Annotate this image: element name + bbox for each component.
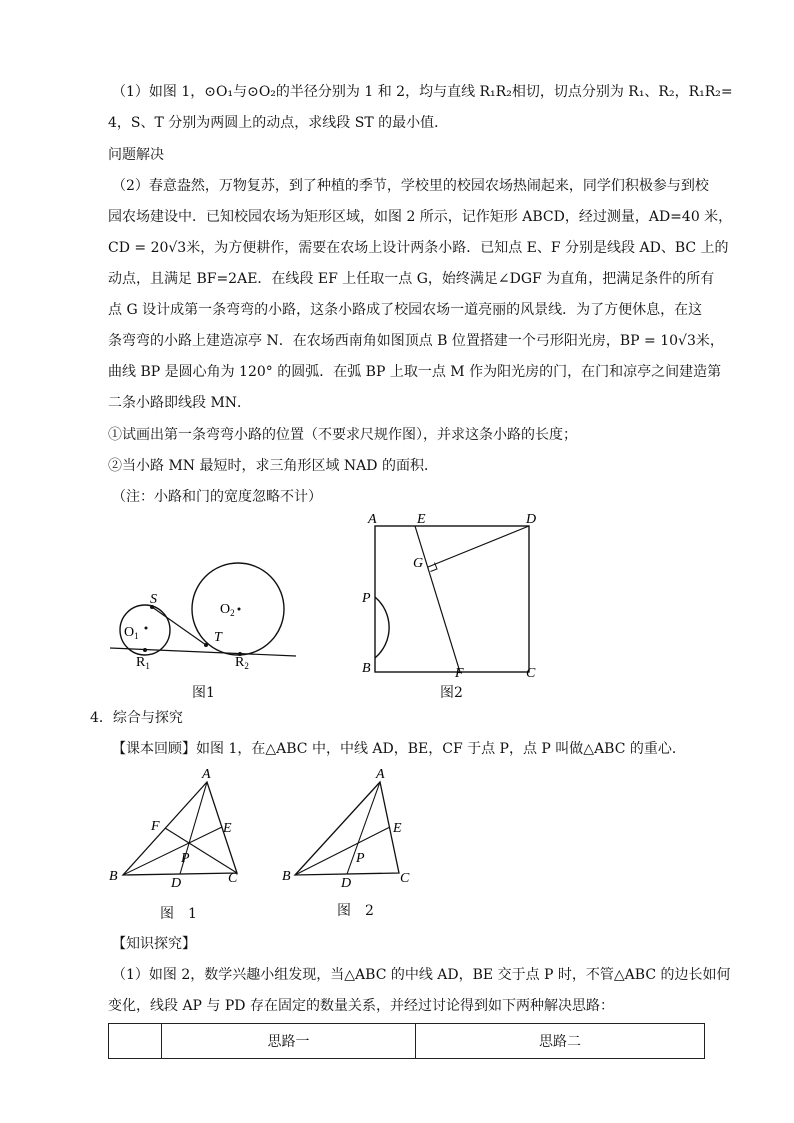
p2-line5: 点 G 设计成第一条弯弯的小路，这条小路成了校园农场一道亮丽的风景线．为了方便休息，在这 xyxy=(108,302,703,318)
table-header-idea-1: 思路一 xyxy=(162,1024,416,1059)
p2-line1: （2）春意盎然，万物复苏，到了种植的季节，学校里的校园农场热闹起来，同学们积极参与到校 xyxy=(112,178,709,194)
section-title: 问题解决 xyxy=(108,147,164,163)
p2-line8: 二条小路即线段 MN． xyxy=(108,395,252,411)
p1-line2: 4，S、T 分别为两圆上的动点，求线段 ST 的最小值． xyxy=(108,115,449,131)
figure-2-caption: 图2 xyxy=(440,685,463,701)
label-f: F xyxy=(455,666,464,681)
label-c: C xyxy=(526,666,536,681)
label-r2: $R_2$ xyxy=(235,655,249,671)
review-text: 【课本回顾】如图 1，在△ABC 中，中线 AD，BE，CF 于点 P，点 P 叫做△ABC 的重心． xyxy=(112,741,686,757)
label-p: P xyxy=(362,591,371,606)
question-2: ②当小路 MN 最短时，求三角形区域 NAD 的面积． xyxy=(108,458,438,474)
label-e: E xyxy=(223,821,232,836)
label-e: E xyxy=(393,821,402,836)
label-s: S xyxy=(150,592,157,607)
label-d: D xyxy=(171,876,182,890)
label-e: E xyxy=(417,512,426,527)
label-a: A xyxy=(368,512,377,527)
question-1: ①试画出第一条弯弯小路的位置（不要求尺规作图），并求这条小路的长度； xyxy=(108,427,577,443)
label-o2: $O_2$ xyxy=(220,602,235,618)
p2-line6: 条弯弯的小路上建造凉亭 N．在农场西南角如图顶点 B 位置搭建一个弓形阳光房，BP = 10√3米， xyxy=(108,333,724,349)
note: （注：小路和门的宽度忽略不计） xyxy=(112,489,322,505)
label-f: F xyxy=(151,819,160,834)
p2-line7: 曲线 BP 是圆心角为 120° 的圆弧．在弧 BP 上取一点 M 作为阳光房的门，在门和凉亭之间建造第 xyxy=(108,364,722,380)
p2-line2: 园农场建设中．已知校园农场为矩形区域，如图 2 所示，记作矩形 ABCD，经过测量，AD=40 米， xyxy=(108,209,733,225)
label-g: G xyxy=(413,556,424,571)
p2-line4: 动点，且满足 BF=2AE．在线段 EF 上任取一点 G，始终满足∠DGF 为直角，把满足条件的所有 xyxy=(108,271,715,287)
figure-triangle-1 xyxy=(105,765,250,890)
k1-line2: 变化，线段 AP 与 PD 存在固定的数量关系，并经过讨论得到如下两种解决思路： xyxy=(108,998,614,1014)
explore-heading: 【知识探究】 xyxy=(112,936,196,952)
label-a: A xyxy=(376,767,385,782)
figure-triangle-1-caption: 图 1 xyxy=(160,906,197,922)
p1-line1: （1）如图 1，⊙O₁与⊙O₂的半径分别为 1 和 2，均与直线 R₁R₂相切，切点分别为 R₁、R₂，R₁R₂= xyxy=(112,84,733,100)
label-d: D xyxy=(526,512,537,527)
figure-1-caption: 图1 xyxy=(192,685,215,701)
problem-4-heading: 4．综合与探究 xyxy=(90,710,183,726)
label-p: P xyxy=(181,851,190,866)
figure-triangle-2 xyxy=(280,765,420,890)
label-c: C xyxy=(228,871,238,886)
table-row xyxy=(109,1024,705,1059)
ideas-table xyxy=(108,1023,705,1059)
k1-line1: （1）如图 2，数学兴趣小组发现，当△ABC 的中线 AD，BE 交于点 P 时，不管△ABC 的边长如何 xyxy=(112,967,731,983)
label-b: B xyxy=(282,869,291,884)
figure-1-circles xyxy=(100,555,310,675)
label-r1: $R_1$ xyxy=(136,655,150,671)
p2-line3: CD = 20√3米，为方便耕作，需要在农场上设计两条小路．已知点 E、F 分别是线段 AD、BC 上的 xyxy=(108,240,729,256)
label-d: D xyxy=(341,876,352,890)
label-a: A xyxy=(202,767,211,782)
label-t: T xyxy=(214,630,222,645)
figure-2-rectangle xyxy=(355,510,550,682)
label-b: B xyxy=(362,661,371,676)
label-c: C xyxy=(400,871,410,886)
label-o1: $O_1$ xyxy=(124,625,139,641)
label-b: B xyxy=(109,869,118,884)
label-p: P xyxy=(356,851,365,866)
table-header-idea-2: 思路二 xyxy=(416,1024,705,1059)
figure-triangle-2-caption: 图 2 xyxy=(337,903,374,919)
table-header-blank xyxy=(109,1024,162,1059)
